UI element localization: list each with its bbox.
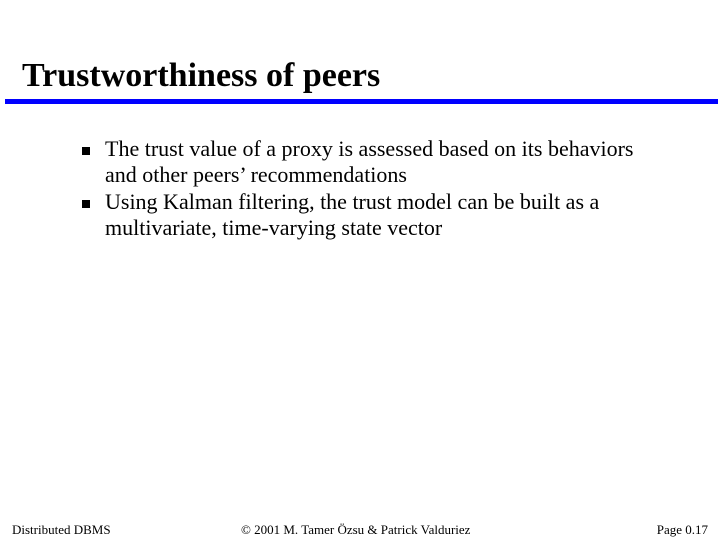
bullet-item (80, 189, 660, 241)
bullet-text: Using Kalman filtering, the trust model can be built as a multivariate, time-varying state vector (105, 189, 600, 240)
title-rule (5, 99, 718, 104)
square-bullet-icon (82, 147, 90, 155)
square-bullet-icon (82, 200, 90, 208)
footer-copyright: © 2001 M. Tamer Özsu & Patrick Valduriez (241, 522, 471, 537)
bullet-list (80, 136, 660, 242)
footer-course-name: Distributed DBMS (12, 522, 111, 537)
slide-title: Trustworthiness of peers (22, 57, 381, 94)
bullet-text: The trust value of a proxy is assessed based on its behaviors and other peers’ recommendations (105, 136, 634, 187)
footer-page-number: Page 0.17 (656, 522, 708, 537)
bullet-item (80, 136, 660, 188)
